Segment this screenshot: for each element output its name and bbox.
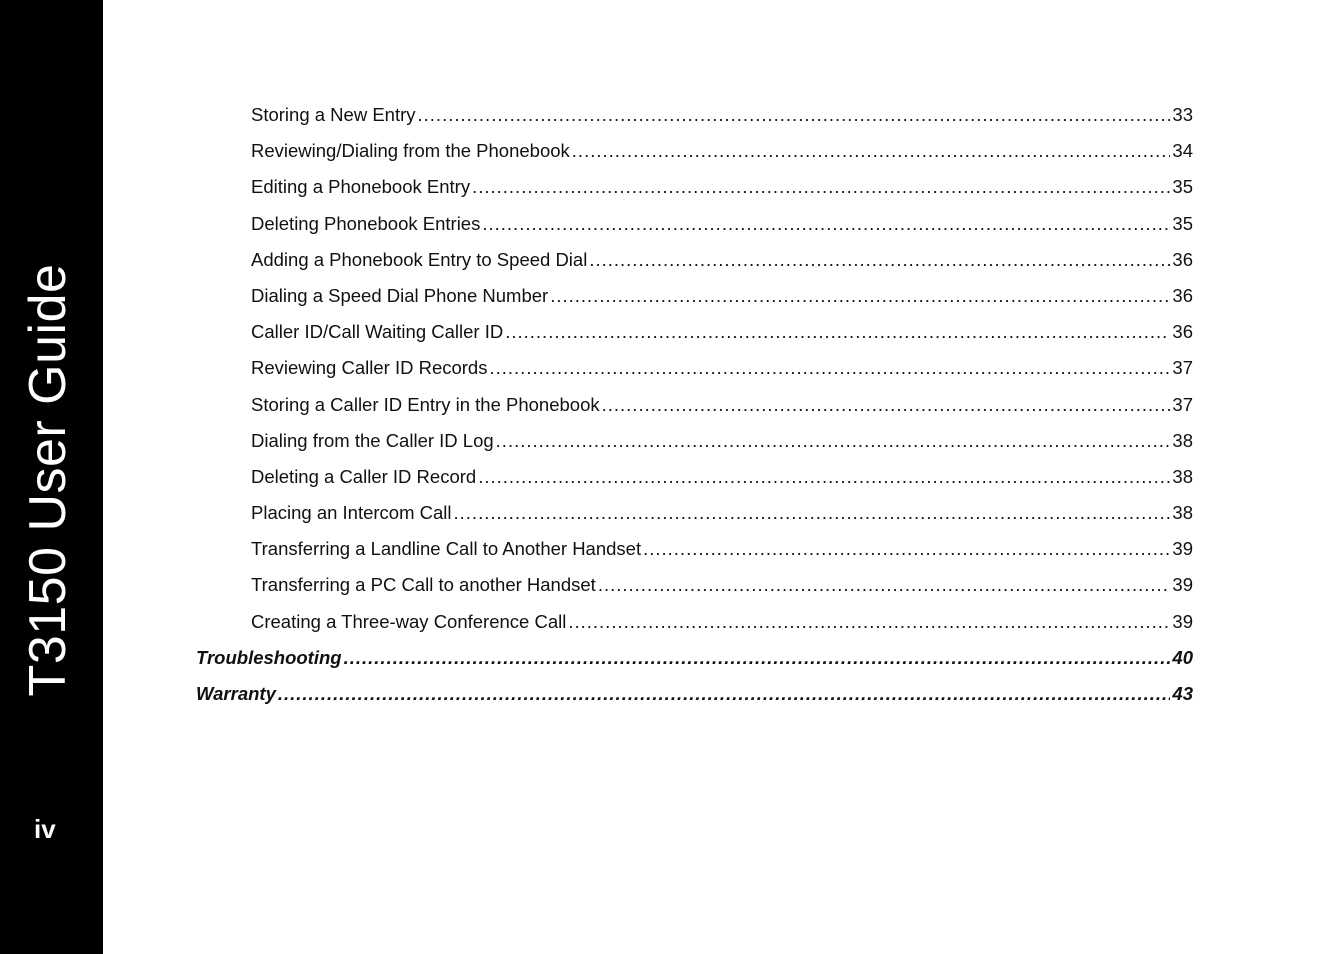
toc-entry-page: 39 (1172, 538, 1193, 560)
toc-entry[interactable] (196, 611, 1193, 647)
toc-section-warranty[interactable] (196, 683, 1193, 719)
toc-entry-page: 35 (1172, 176, 1193, 198)
toc-entry-page: 34 (1172, 140, 1193, 162)
toc-entry[interactable] (196, 466, 1193, 502)
toc-entry[interactable] (196, 104, 1193, 140)
toc-leader-dots (598, 574, 1171, 596)
toc-leader-dots (568, 611, 1170, 633)
toc-entry-page: 37 (1172, 357, 1193, 379)
toc-entry-page: 38 (1172, 429, 1193, 451)
toc-entry-page: 40 (1172, 646, 1193, 668)
toc-entry[interactable] (196, 357, 1193, 393)
toc-entry[interactable] (196, 502, 1193, 538)
toc-leader-dots (472, 176, 1170, 198)
document-title: T3150 User Guide (19, 263, 77, 697)
toc-leader-dots (278, 683, 1171, 705)
toc-entry-page: 38 (1172, 502, 1193, 524)
toc-leader-dots (589, 249, 1170, 271)
toc-entry-page: 37 (1172, 393, 1193, 415)
toc-entry-label: Reviewing Caller ID Records (251, 357, 488, 379)
toc-leader-dots (572, 140, 1171, 162)
toc-section-troubleshooting[interactable] (196, 647, 1193, 683)
toc-entry[interactable] (196, 285, 1193, 321)
toc-entry[interactable] (196, 394, 1193, 430)
toc-entry-label: Dialing from the Caller ID Log (251, 429, 494, 451)
toc-entry-label: Storing a New Entry (251, 104, 416, 125)
toc-entry-label: Creating a Three-way Conference Call (251, 610, 567, 632)
page-number: iv (34, 814, 56, 844)
toc-entry-label: Placing an Intercom Call (251, 502, 452, 524)
toc-leader-dots (489, 357, 1170, 379)
toc-entry-label: Transferring a Landline Call to Another Handset (251, 538, 642, 560)
toc-entry[interactable] (196, 249, 1193, 285)
toc-leader-dots (344, 647, 1171, 669)
toc-entry[interactable] (196, 574, 1193, 610)
toc-leader-dots (505, 321, 1170, 343)
toc-leader-dots (418, 104, 1171, 126)
toc-leader-dots (454, 502, 1171, 524)
table-of-contents (196, 104, 1193, 719)
toc-entry-label: Reviewing/Dialing from the Phonebook (251, 140, 570, 162)
sidebar (0, 0, 103, 954)
toc-entry-page: 36 (1172, 321, 1193, 343)
toc-entry-label: Caller ID/Call Waiting Caller ID (251, 321, 504, 343)
toc-leader-dots (643, 538, 1170, 560)
toc-entry-label: Deleting Phonebook Entries (251, 212, 481, 234)
toc-entry-page: 36 (1172, 284, 1193, 306)
toc-entry[interactable] (196, 176, 1193, 212)
toc-entry-page: 35 (1172, 212, 1193, 234)
toc-entry-label: Editing a Phonebook Entry (251, 176, 471, 198)
toc-entry-label: Adding a Phonebook Entry to Speed Dial (251, 248, 588, 270)
toc-leader-dots (496, 430, 1171, 452)
toc-entry-label: Warranty (196, 683, 276, 704)
toc-entry[interactable] (196, 321, 1193, 357)
toc-entry-label: Troubleshooting (196, 646, 342, 668)
toc-entry[interactable] (196, 538, 1193, 574)
toc-leader-dots (482, 213, 1170, 235)
toc-entry-page: 33 (1172, 104, 1193, 125)
toc-entry-page: 39 (1172, 574, 1193, 596)
toc-entry[interactable] (196, 430, 1193, 466)
toc-entry-page: 38 (1172, 465, 1193, 487)
toc-entry-label: Dialing a Speed Dial Phone Number (251, 284, 549, 306)
toc-entry-page: 39 (1172, 610, 1193, 632)
toc-entry[interactable] (196, 140, 1193, 176)
toc-entry-page: 43 (1172, 683, 1193, 704)
toc-entry-label: Storing a Caller ID Entry in the Phonebook (251, 393, 600, 415)
toc-entry-label: Transferring a PC Call to another Handset (251, 574, 596, 596)
toc-leader-dots (602, 394, 1171, 416)
toc-leader-dots (550, 285, 1170, 307)
toc-entry-label: Deleting a Caller ID Record (251, 465, 477, 487)
toc-entry[interactable] (196, 213, 1193, 249)
toc-leader-dots (478, 466, 1170, 488)
toc-entry-page: 36 (1172, 248, 1193, 270)
